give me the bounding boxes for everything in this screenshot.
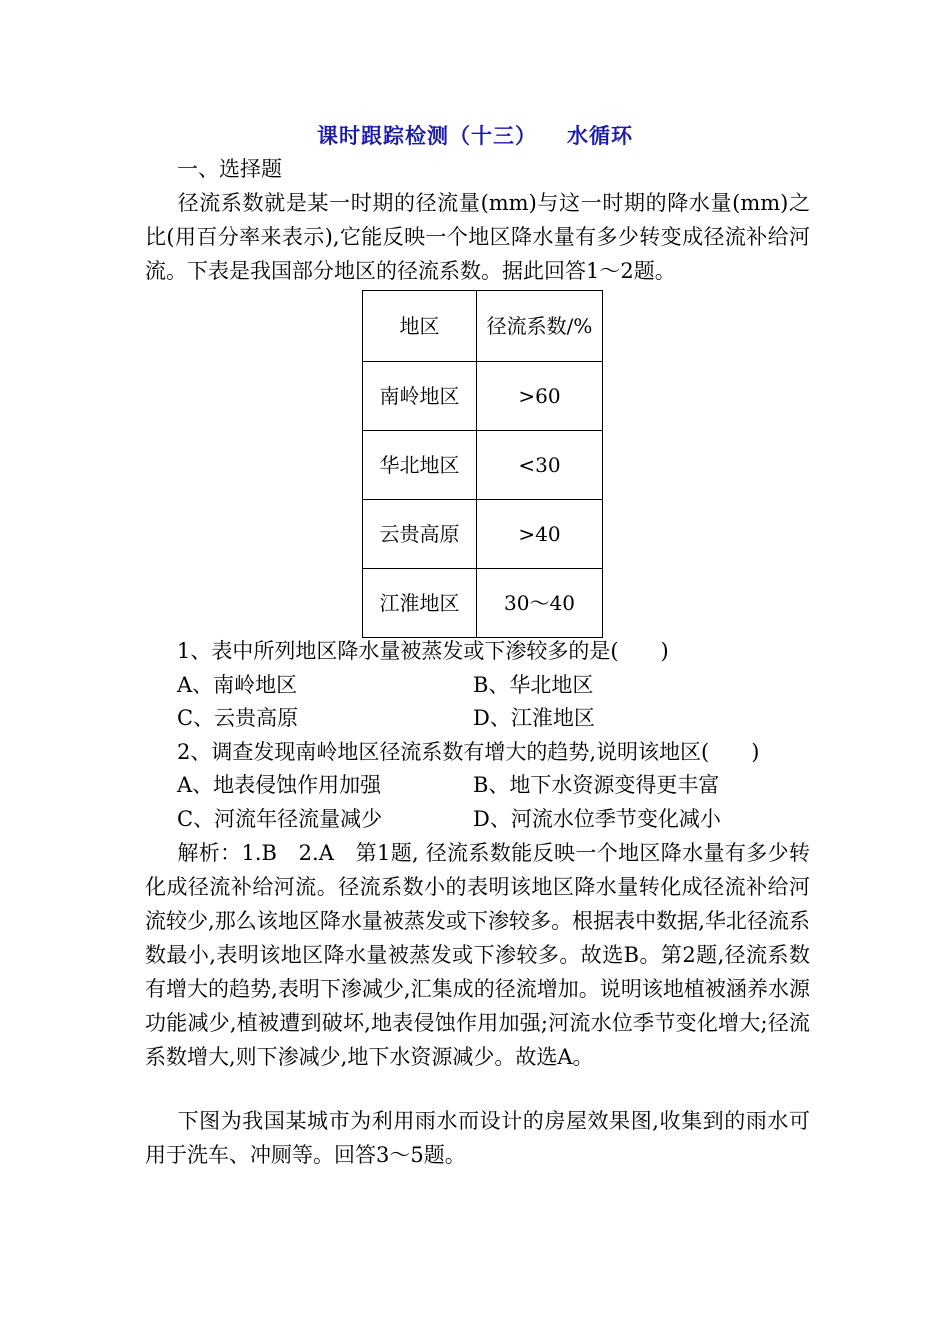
q2-option-b: B、地下水资源变得更丰富 [473,773,720,797]
table-cell-region: 南岭地区 [363,362,477,431]
next-intro-paragraph [145,1104,810,1172]
table-cell-value: 30～40 [477,569,603,638]
analysis-paragraph [145,836,810,1074]
title-main: 课时跟踪检测（十三） [317,123,537,148]
question-1-stem: 1、表中所列地区降水量被蒸发或下渗较多的是( ) [177,639,669,663]
table-row [363,362,603,431]
q2-option-d: D、河流水位季节变化减小 [473,807,721,831]
table-row [363,431,603,500]
question-2-stem: 2、调查发现南岭地区径流系数有增大的趋势,说明该地区( ) [177,740,760,764]
table-cell-value: >60 [477,362,603,431]
intro-paragraph [145,186,810,288]
q1-option-d: D、江淮地区 [473,706,595,730]
table-header-cell: 径流系数/% [477,291,603,362]
table-row [363,569,603,638]
table-cell-value: >40 [477,500,603,569]
q1-option-c: C、云贵高原 [177,706,299,730]
q1-option-a: A、南岭地区 [177,673,298,697]
q2-option-c: C、河流年径流量减少 [177,807,383,831]
table-header-cell: 地区 [363,291,477,362]
table-cell-value: <30 [477,431,603,500]
runoff-table [362,290,603,638]
table-cell-region: 云贵高原 [363,500,477,569]
table-cell-region: 江淮地区 [363,569,477,638]
page-title [0,120,950,150]
section-heading: 一、选择题 [177,157,282,181]
q2-option-a: A、地表侵蚀作用加强 [177,773,382,797]
intro-text: 径流系数就是某一时期的径流量(mm)与这一时期的降水量(mm)之比(用百分率来表示),它能反映一个地区降水量有多少转变成径流补给河流。下表是我国部分地区的径流系数。据此回答1～2题。 [145,191,810,283]
next-intro-text: 下图为我国某城市为利用雨水而设计的房屋效果图,收集到的雨水可用于洗车、冲厕等。回答3～5题。 [145,1109,810,1167]
analysis-text: 解析：1.B 2.A 第1题, 径流系数能反映一个地区降水量有多少转化成径流补给河流。径流系数小的表明该地区降水量转化成径流补给河流较少,那么该地区降水量被蒸发或下渗较多。根据表中数据,华北径流系数最小,表明该地区降水量被蒸发或下渗较多。故选B。第2题,径流系数有增大的趋势,表明下渗减少,汇集成的径流增加。说明该地植被涵养水源功能减少,植被遭到破坏,地表侵蚀作用加强;河流水位季节变化增大;径流系数增大,则下渗减少,地下水资源减少。故选A。 [145,841,810,1069]
table-cell-region: 华北地区 [363,431,477,500]
table-header-row [363,291,603,362]
title-topic: 水循环 [567,123,633,148]
table-row [363,500,603,569]
q1-option-b: B、华北地区 [473,673,594,697]
